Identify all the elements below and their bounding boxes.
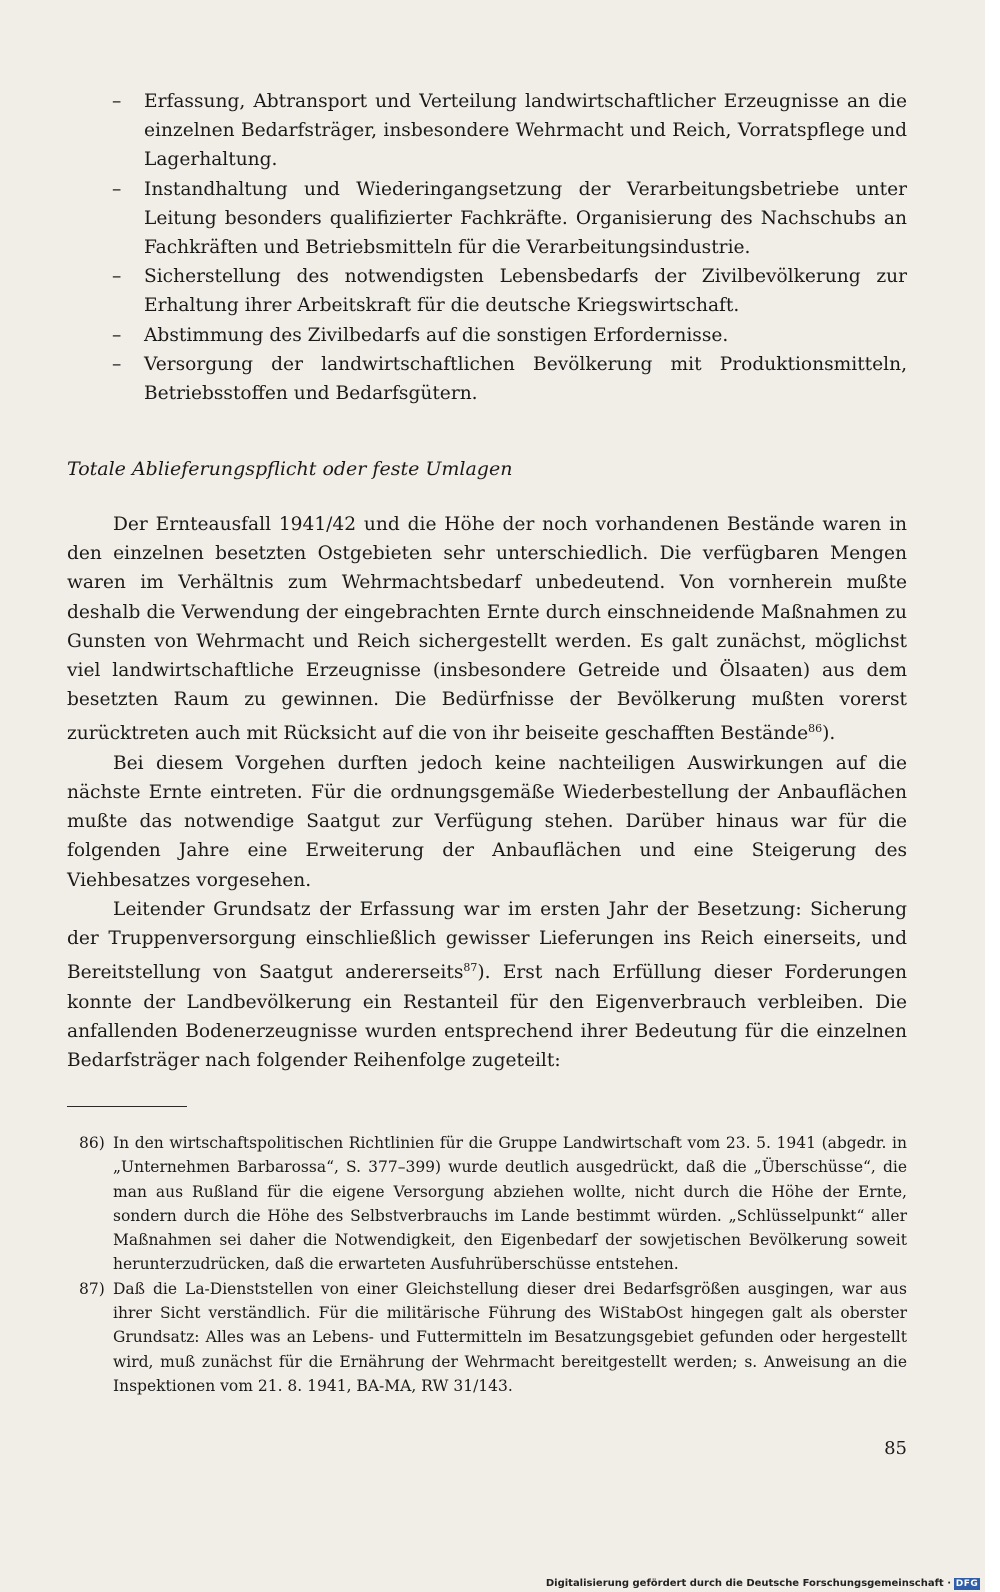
footnote bbox=[67, 1277, 907, 1398]
digitization-credit bbox=[546, 1578, 980, 1590]
paragraph bbox=[67, 510, 907, 749]
section-heading: Totale Ablieferungspflicht oder feste Umlagen bbox=[67, 458, 513, 480]
paragraph-text: ). bbox=[822, 723, 836, 745]
bullet-text: Erfassung, Abtransport und Verteilung landwirtschaftlicher Erzeugnisse an die einzelnen Bedarfsträger, insbesondere Wehrmacht und Reich, Vorratspflege und Lagerhaltung. bbox=[144, 91, 907, 171]
footnote-ref: 87 bbox=[463, 961, 478, 975]
bullet-text: Abstimmung des Zivilbedarfs auf die sonstigen Erfordernisse. bbox=[144, 324, 729, 346]
list-item bbox=[67, 175, 907, 263]
paragraph-text: Der Ernteausfall 1941/42 und die Höhe der noch vorhandenen Bestände waren in den einzelnen besetzten Ostgebieten sehr unterschiedlich. Die verfügbaren Mengen waren im Verhältnis zum Wehrmachtsbedarf unbedeutend. Von vornherein mußte deshalb die Verwendung der eingebrachten Ernte durch einschneidende Maßnahmen zu Gunsten von Wehrmacht und Reich sichergestellt werden. Es galt zunächst, möglichst viel landwirtschaftliche Erzeugnisse (insbesondere Getreide und Ölsaaten) aus dem besetzten Raum zu gewinnen. Die Bedürfnisse der Bevölkerung mußten vorerst zurücktreten auch mit Rücksicht auf die von ihr beiseite geschafften Bestände bbox=[67, 514, 907, 745]
bullet-text: Sicherstellung des notwendigsten Lebensbedarfs der Zivilbevölkerung zur Erhaltung ihrer Arbeitskraft für die deutsche Kriegswirtschaft. bbox=[144, 266, 907, 317]
scan-margin bbox=[985, 0, 1000, 1592]
list-item bbox=[67, 321, 907, 350]
footnote-divider bbox=[67, 1106, 187, 1107]
bullet-dash: – bbox=[112, 266, 122, 288]
footnote-text: Daß die La-Dienststellen von einer Gleichstellung dieser drei Bedarfsgrößen ausgingen, war aus ihrer Sicht verständlich. Für die militärische Führung des WiStabOst hingegen galt als oberster Grundsatz: Alles was an Lebens- und Futtermitteln im Besatzungsgebiet gefunden oder hergestellt wird, muß zunächst für die Ernährung der Wehrmacht bereitgestellt werden; s. Anweisung an die Inspektionen vom 21. 8. 1941, BA-MA, RW 31/143. bbox=[113, 1279, 907, 1395]
list-item bbox=[67, 87, 907, 175]
bullet-text: Versorgung der landwirtschaftlichen Bevölkerung mit Produktionsmitteln, Betriebsstoffen und Bedarfsgütern. bbox=[144, 353, 907, 405]
footnote-ref: 86 bbox=[808, 722, 823, 736]
footnote-marker: 87) bbox=[79, 1279, 105, 1298]
paragraph-text: Leitender Grundsatz der Erfassung war im ersten Jahr der Besetzung: Sicherung der Truppenversorgung einschließlich gewisser Lieferungen ins Reich einerseits, und Bereitstellung von Saatgut andererseits bbox=[67, 898, 907, 984]
bullet-list bbox=[67, 87, 907, 408]
footnote-marker: 86) bbox=[79, 1134, 105, 1152]
footnotes bbox=[67, 1131, 907, 1398]
list-item bbox=[67, 262, 907, 320]
paragraph-text: ). Erst nach Erfüllung dieser Forderungen konnte der Landbevölkerung ein Restanteil für den Eigenverbrauch verbleiben. Die anfallenden Bodenerzeugnisse wurden entsprechend ihrer Bedeutung für die einzelnen Bedarfsträger nach folgender Reihenfolge zugeteilt: bbox=[67, 962, 907, 1072]
bullet-text: Instandhaltung und Wiederingangsetzung der Verarbeitungsbetriebe unter Leitung besonders qualifizierter Fachkräfte. Organisierung des Nachschubs an Fachkräften und Betriebsmitteln für die Verarbeitungsindustrie. bbox=[144, 178, 907, 259]
paragraph-text: Bei diesem Vorgehen durften jedoch keine nachteiligen Auswirkungen auf die nächste Ernte eintreten. Für die ordnungsgemäße Wiederbestellung der Anbauflächen mußte das notwendige Saatgut zur Verfügung stehen. Darüber hinaus war für die folgenden Jahre eine Erweiterung der Anbauflächen und eine Steigerung des Viehbesatzes vorgesehen. bbox=[67, 752, 907, 891]
bullet-dash: – bbox=[112, 324, 122, 346]
paragraph bbox=[67, 895, 907, 1075]
bullet-dash: – bbox=[112, 91, 122, 112]
credit-text: Digitalisierung gefördert durch die Deutsche Forschungsgemeinschaft · bbox=[545, 1578, 951, 1589]
footnote-text: In den wirtschaftspolitischen Richtlinien für die Gruppe Landwirtschaft vom 23. 5. 1941 (abgedr. in „Unternehmen Barbarossa“, S. 377–399) wurde deutlich ausgedrückt, daß die „Überschüsse“, die man aus Rußland für die eigene Versorgung abziehen wollte, nicht durch die Höhe der Ernte, sondern durch die Höhe des Selbstverbrauchs im Lande bestimmt würden. „Schlüsselpunkt“ aller Maßnahmen sei daher die Notwendigkeit, den Eigenbedarf der sowjetischen Bevölkerung soweit herunterzudrücken, daß die erwarteten Ausfuhrüberschüsse entstehen. bbox=[113, 1134, 907, 1274]
bullet-dash: – bbox=[112, 353, 122, 375]
footnote bbox=[67, 1131, 907, 1277]
paragraph bbox=[67, 749, 907, 895]
page-number: 85 bbox=[884, 1438, 907, 1459]
dfg-logo-icon: DFG bbox=[955, 1579, 979, 1589]
list-item bbox=[67, 350, 907, 408]
body-text bbox=[67, 510, 907, 1075]
bullet-dash: – bbox=[112, 178, 122, 200]
